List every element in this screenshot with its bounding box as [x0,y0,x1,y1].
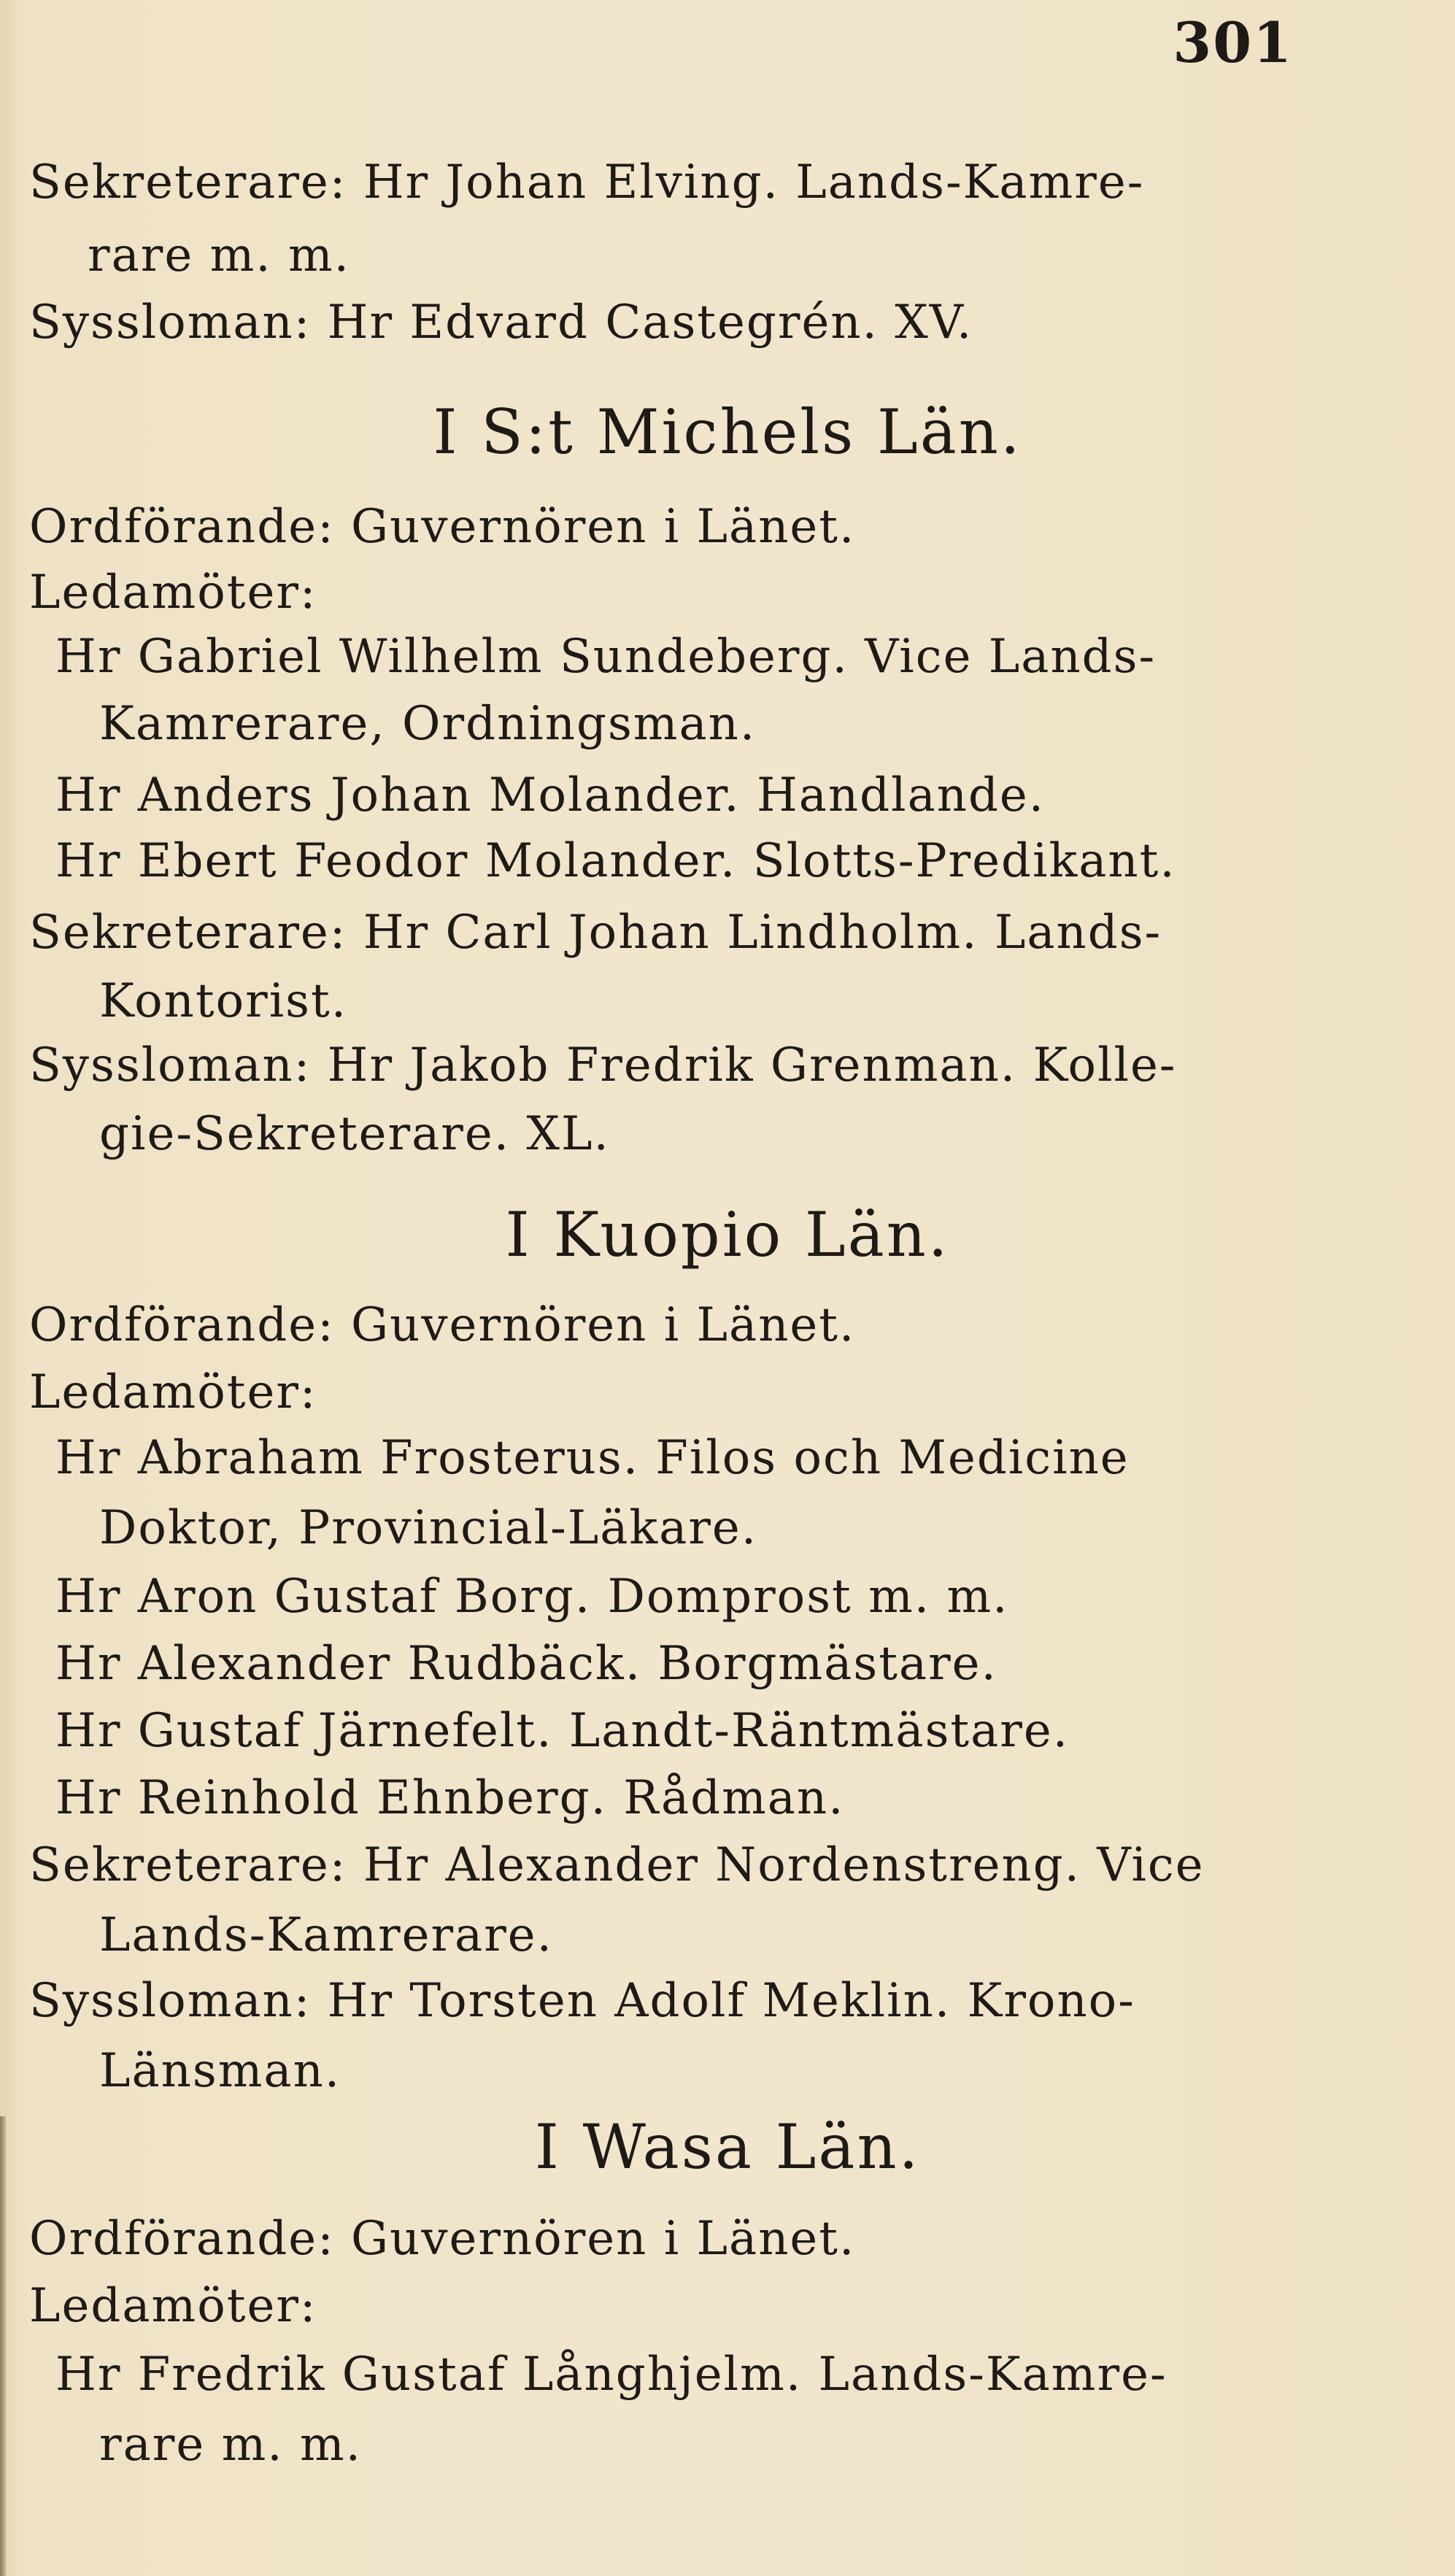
text-line: gie-Sekreterare. XL. [99,1107,610,1161]
text-line: Hr Gabriel Wilhelm Sundeberg. Vice Lands- [55,630,1157,684]
text-line: Doktor, Provincial-Läkare. [99,1501,758,1555]
text-line: rare m. m. [88,228,350,282]
section-heading: I Kuopio Län. [505,1199,950,1270]
text-line: Syssloman: Hr Edvard Castegrén. XV. [29,296,973,350]
page-number: 301 [1173,10,1293,75]
text-line: Hr Anders Johan Molander. Handlande. [55,768,1046,822]
text-line: Sekreterare: Hr Carl Johan Lindholm. Lands- [29,906,1162,960]
text-line: Ledamöter: [29,2279,317,2333]
text-line: Syssloman: Hr Jakob Fredrik Grenman. Kolle- [29,1038,1177,1092]
text-line: Hr Reinhold Ehnberg. Rådman. [55,1771,845,1825]
text-line: Sekreterare: Hr Johan Elving. Lands-Kamre- [29,155,1145,209]
text-line: Hr Abraham Frosterus. Filos och Medicine [55,1431,1130,1485]
text-line: Ordförande: Guvernören i Länet. [29,2212,856,2266]
text-line: Hr Alexander Rudbäck. Borgmästare. [55,1637,997,1691]
section-heading: I Wasa Län. [534,2111,921,2183]
text-line: Ledamöter: [29,1365,317,1419]
text-line: Hr Fredrik Gustaf Långhjelm. Lands-Kamre- [55,2348,1168,2402]
page-spine-shadow [0,2116,6,2576]
text-line: Sekreterare: Hr Alexander Nordenstreng. Vice [29,1838,1205,1892]
text-line: Länsman. [99,2044,341,2098]
text-line: Lands-Kamrerare. [99,1908,553,1962]
text-line: Syssloman: Hr Torsten Adolf Meklin. Krono- [29,1974,1135,2028]
text-line: rare m. m. [99,2418,362,2472]
text-line: Ordförande: Guvernören i Länet. [29,1298,856,1352]
text-line: Hr Ebert Feodor Molander. Slotts-Predikant. [55,834,1176,888]
text-line: Ordförande: Guvernören i Länet. [29,500,856,554]
text-line: Hr Aron Gustaf Borg. Domprost m. m. [55,1570,1009,1624]
section-heading: I S:t Michels Län. [433,396,1022,468]
text-line: Ledamöter: [29,566,317,620]
text-line: Kontorist. [99,974,348,1028]
text-line: Kamrerare, Ordningsman. [99,697,757,751]
text-line: Hr Gustaf Järnefelt. Landt-Räntmästare. [55,1704,1070,1758]
